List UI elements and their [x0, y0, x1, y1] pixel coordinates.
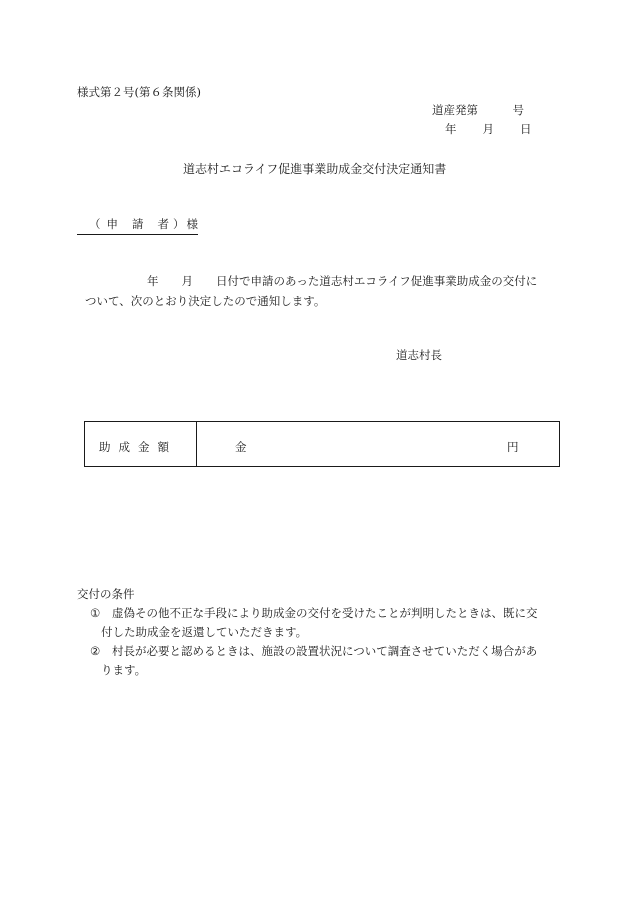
- signer-title: 道志村長: [396, 348, 442, 362]
- condition-text: 村長が必要と認めるときは、施設の設置状況について調査させていただく場合があ: [112, 644, 538, 658]
- condition-item-2: [90, 645, 537, 659]
- addressee-open-paren: （: [89, 217, 101, 231]
- conditions-heading: 交付の条件: [77, 587, 135, 601]
- condition-item-2-continued: ります。: [101, 663, 147, 677]
- condition-text: 虚偽その他不正な手段により助成金の交付を受けたことが判明したときは、既に交: [112, 606, 538, 620]
- document-number: 道産発第 号: [432, 103, 524, 117]
- grant-amount-label-cell: [85, 422, 197, 466]
- issue-date: [445, 123, 532, 137]
- condition-number: ①: [90, 606, 101, 620]
- amount-prefix: 金: [235, 440, 247, 454]
- form-number: 様式第２号(第６条関係): [77, 85, 201, 99]
- amount-unit: 円: [507, 440, 519, 454]
- grant-amount-table: [84, 421, 560, 467]
- addressee-char-2: 請: [132, 217, 144, 231]
- addressee-char-3: 者: [157, 217, 169, 231]
- condition-number: ②: [90, 644, 101, 658]
- date-year: 年: [445, 122, 457, 136]
- addressee-close-paren: ）: [173, 217, 185, 231]
- grant-amount-label: 助成金額: [99, 440, 177, 454]
- addressee-char-1: 申: [106, 217, 118, 231]
- date-month: 月: [482, 122, 494, 136]
- date-day: 日: [520, 122, 532, 136]
- addressee: [77, 218, 198, 235]
- body-text-line-2: ついて、次のとおり決定したので通知します。: [85, 294, 326, 308]
- document-title: 道志村エコライフ促進事業助成金交付決定通知書: [183, 162, 447, 176]
- addressee-honorific: 様: [186, 217, 198, 231]
- condition-item-1: [90, 607, 538, 621]
- condition-item-1-continued: 付した助成金を返還していただきます。: [101, 625, 308, 639]
- body-text-line-1: 年 月 日付で申請のあった道志村エコライフ促進事業助成金の交付に: [147, 274, 538, 288]
